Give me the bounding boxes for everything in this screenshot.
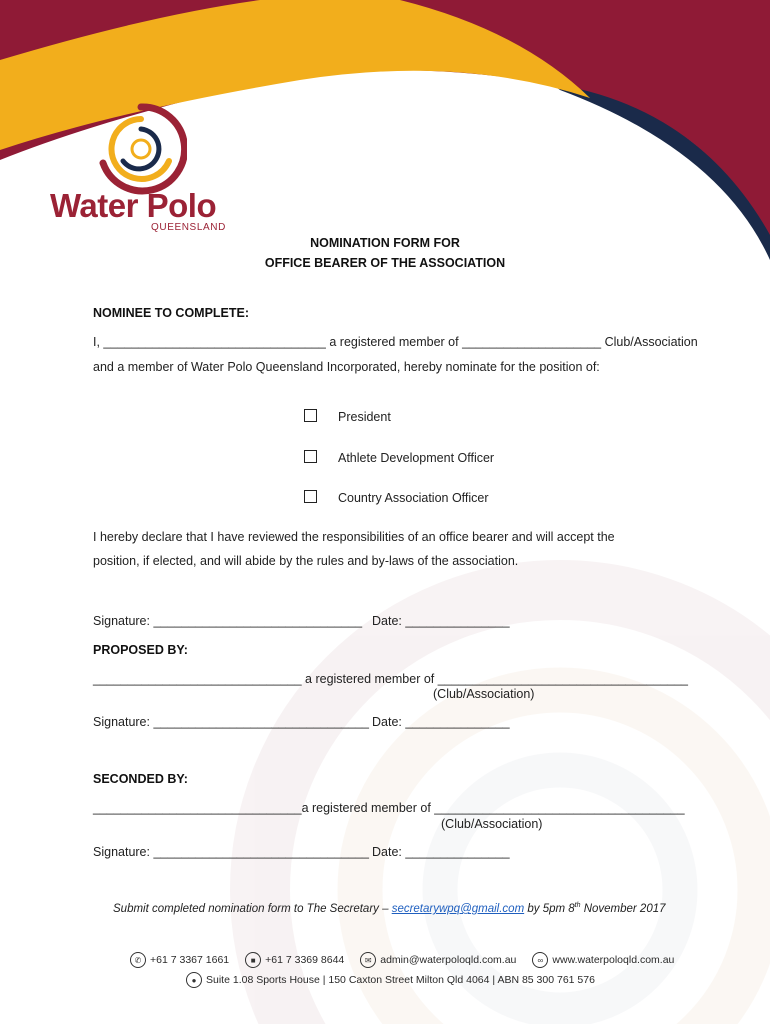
footer-contact-row [130,952,674,968]
proposer-club-field[interactable]: ____________________________________ [437,672,689,686]
submit-instruction [113,902,666,915]
nominee-line1-mid: a registered member of [325,335,463,349]
footer-website[interactable]: www.waterpoloqld.com.au [552,954,675,966]
checkbox-president[interactable] [304,409,317,422]
proposed-date-field[interactable]: _______________ [405,715,510,729]
declaration-line1: I hereby declare that I have reviewed the responsibilities of an office bearer and will accept the [93,530,615,544]
seconded-signature-field[interactable]: _______________________________ [153,845,369,859]
nominee-date-label: Date: [372,614,406,628]
fax-icon: ■ [245,952,261,968]
seconder-name-field[interactable]: ______________________________ [93,801,302,815]
proposed-date-row [372,715,510,729]
seconder-club-field[interactable]: ____________________________________ [434,801,685,815]
position-country-association-officer-label: Country Association Officer [338,491,489,505]
seconded-date-field[interactable]: _______________ [405,845,510,859]
seconded-signature-label: Signature: [93,845,154,859]
nominee-line2: and a member of Water Polo Queensland Incorporated, hereby nominate for the position of: [93,360,600,374]
submit-middle: by 5pm 8 [524,902,575,915]
nominee-date-field[interactable]: _______________ [405,614,510,628]
proposed-mid: a registered member of [301,672,438,686]
footer-address: Suite 1.08 Sports House | 150 Caxton Street Milton Qld 4064 | ABN 85 300 761 576 [206,974,595,986]
link-icon: ∞ [532,952,548,968]
logo-mark [95,103,187,195]
submit-sup: th [574,902,581,909]
seconded-date-row [372,845,510,859]
proposer-name-field[interactable]: ______________________________ [93,672,302,686]
form-title-line2: OFFICE BEARER OF THE ASSOCIATION [264,256,506,270]
nominee-line1 [93,335,698,349]
seconded-date-label: Date: [372,845,406,859]
proposed-line [93,672,688,686]
nominee-name-field[interactable]: ________________________________ [103,335,326,349]
location-icon: ● [186,972,202,988]
footer-email[interactable]: admin@waterpoloqld.com.au [380,954,517,966]
nominee-club-field[interactable]: ____________________ [462,335,602,349]
nominee-line1-suffix: Club/Association [601,335,698,349]
proposed-date-label: Date: [372,715,406,729]
form-title-line1: NOMINATION FORM FOR [310,236,460,250]
nominee-signature-label: Signature: [93,614,154,628]
nominee-signature-row [93,614,362,628]
declaration-line2: position, if elected, and will abide by the rules and by-laws of the association. [93,554,519,568]
seconded-signature-row [93,845,369,859]
position-athlete-development-officer-label: Athlete Development Officer [338,451,495,465]
logo-wordmark: Water Polo [50,187,217,224]
footer-address-row [186,972,595,988]
seconded-mid: a registered member of [301,801,435,815]
nominee-date-row [372,614,510,628]
nominee-signature-field[interactable]: ______________________________ [153,614,363,628]
secretary-email-link[interactable]: secretarywpq@gmail.com [391,902,525,915]
seconded-line [93,801,685,815]
proposed-signature-field[interactable]: _______________________________ [153,715,369,729]
footer-phone: +61 7 3367 1661 [150,954,230,966]
phone-icon: ✆ [130,952,146,968]
nominee-heading: NOMINEE TO COMPLETE: [93,306,250,320]
proposed-club-label: (Club/Association) [433,687,535,701]
submit-prefix: Submit completed nomination form to The Secretary – [113,902,392,915]
seconded-club-label: (Club/Association) [441,817,543,831]
proposed-heading: PROPOSED BY: [93,643,188,657]
nominee-line1-prefix: I, [93,335,104,349]
footer-fax: +61 7 3369 8644 [265,954,345,966]
checkbox-athlete-development-officer[interactable] [304,450,317,463]
logo-region: QUEENSLAND [151,222,226,233]
proposed-signature-label: Signature: [93,715,154,729]
email-icon: ✉ [360,952,376,968]
checkbox-country-association-officer[interactable] [304,490,317,503]
proposed-signature-row [93,715,369,729]
position-president-label: President [338,410,391,424]
seconded-heading: SECONDED BY: [93,772,188,786]
submit-suffix: November 2017 [580,902,666,915]
